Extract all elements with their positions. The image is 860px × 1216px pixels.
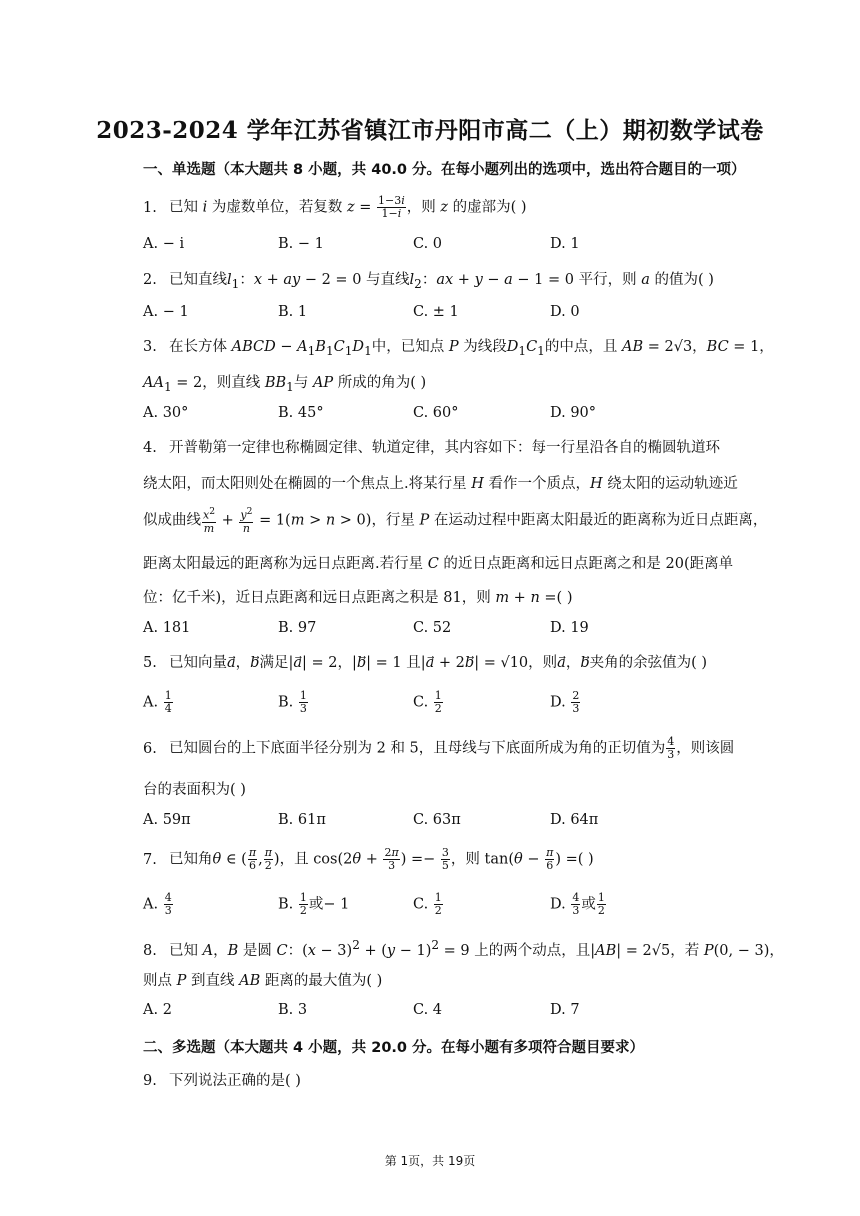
- page-title: 2023-2024 学年江苏省镇江市丹阳市高二（上）期初数学试卷: [96, 117, 764, 144]
- q7-option-a[interactable]: A. $\frac{4}{3}$: [143, 891, 172, 917]
- q4-option-a[interactable]: A. 181: [143, 620, 191, 636]
- question-8-cont: 则点 P 到直线 AB 距离的最大值为( ): [143, 973, 383, 989]
- question-4: 4. 开普勒第一定律也称椭圆定律、轨道定律，其内容如下：每一行星沿各自的椭圆轨道环: [143, 440, 720, 456]
- question-4-line2: 绕太阳，而太阳则处在椭圆的一个焦点上.将某行星 H 看作一个质点，H 绕太阳的运动轨迹近: [143, 476, 738, 492]
- q6-option-a[interactable]: A. 59π: [143, 812, 191, 828]
- q2-option-a[interactable]: A. − 1: [143, 304, 189, 320]
- section-heading-single-choice: 一、单选题（本大题共 8 小题，共 40.0 分。在每小题列出的选项中，选出符合题目的一项）: [143, 162, 746, 178]
- question-6-cont: 台的表面积为( ): [143, 782, 246, 798]
- question-3-cont: $AA_1 = 2$，则直线 $BB_1$与 AP 所成的角为( ): [143, 375, 427, 394]
- question-2: 2. 已知直线$l_1$：x + ay − 2 = 0 与直线$l_2$：ax + y − a − 1 = 0 平行，则 a 的值为( ): [143, 272, 714, 291]
- q6-option-c[interactable]: C. 63π: [413, 812, 461, 828]
- q7-option-c[interactable]: C. $\frac{1}{2}$: [413, 891, 442, 917]
- q3-option-c[interactable]: C. 60°: [413, 405, 459, 421]
- q7-option-d[interactable]: D. $\frac{4}{3}$ 或 $\frac{1}{2}$: [550, 891, 605, 917]
- q1-option-c[interactable]: C. 0: [413, 236, 443, 252]
- q5-option-a[interactable]: A. $\frac{1}{4}$: [143, 689, 172, 715]
- q4-option-d[interactable]: D. 19: [550, 620, 589, 636]
- q5-option-c[interactable]: C. $\frac{1}{2}$: [413, 689, 442, 715]
- question-4-line4: 距离太阳最远的距离称为远日点距离.若行星 C 的近日点距离和远日点距离之和是 20(距离单: [143, 556, 734, 572]
- question-4-line3: 似成曲线 $\frac{x^2}{m}$ + $\frac{y^2}{n}$ = 1(m > n > 0)，行星 P 在运动过程中距离太阳最近的距离称为近日点距离，: [143, 506, 768, 535]
- q8-option-d[interactable]: D. 7: [550, 1002, 580, 1018]
- q8-option-b[interactable]: B. 3: [278, 1002, 308, 1018]
- q6-option-b[interactable]: B. 61π: [278, 812, 326, 828]
- q2-option-d[interactable]: D. 0: [550, 304, 580, 320]
- q4-option-b[interactable]: B. 97: [278, 620, 317, 636]
- q7-option-b[interactable]: B. $\frac{1}{2}$ 或− 1: [278, 891, 350, 917]
- q8-option-c[interactable]: C. 4: [413, 1002, 443, 1018]
- question-3: 3. 在长方体 ABCD − $A_1B_1C_1D_1$中，已知点 P 为线段$D_1C_1$的中点，且 AB = 2√3，BC = 1，: [143, 339, 774, 358]
- q3-option-d[interactable]: D. 90°: [550, 405, 597, 421]
- q5-option-b[interactable]: B. $\frac{1}{3}$: [278, 689, 307, 715]
- q5-option-d[interactable]: D. $\frac{2}{3}$: [550, 689, 580, 715]
- question-1: 1. 已知 i 为虚数单位，若复数 z = $\frac{1-3i}{1-i}$ ，则 z 的虚部为( ): [143, 194, 527, 220]
- q1-option-a[interactable]: A. − i: [143, 236, 185, 252]
- q3-option-b[interactable]: B. 45°: [278, 405, 324, 421]
- question-7: 7. 已知角θ ∈ ( $\frac{\pi}{6}$ , $\frac{\pi}{2}$ )，且 cos(2θ + $\frac{2\pi}{3}$ ) =− $\frac{3}{5}$ ，则 tan(θ − $\frac{\pi}{6}$ ) =( ): [143, 846, 594, 872]
- question-5: 5. 已知向量a⃗，b⃗满足|a⃗| = 2，|b⃗| = 1 且|a⃗ + 2b⃗| = √10，则a⃗，b⃗夹角的余弦值为( ): [143, 655, 708, 671]
- q8-option-a[interactable]: A. 2: [143, 1002, 172, 1018]
- question-9: 9. 下列说法正确的是( ): [143, 1073, 301, 1089]
- question-8: 8. 已知 A，B 是圆 C：$(x - 3)^2 + (y - 1)^2 = 9$ 上的两个动点，且|AB| = 2√5，若 P(0, − 3)，: [143, 938, 784, 959]
- q4-option-c[interactable]: C. 52: [413, 620, 452, 636]
- section-heading-multi-choice: 二、多选题（本大题共 4 小题，共 20.0 分。在每小题有多项符合题目要求）: [143, 1040, 645, 1056]
- q1-option-d[interactable]: D. 1: [550, 236, 580, 252]
- page-footer: 第 1页，共 19页: [384, 1154, 476, 1168]
- q3-option-a[interactable]: A. 30°: [143, 405, 189, 421]
- q2-option-c[interactable]: C. ± 1: [413, 304, 459, 320]
- question-6: 6. 已知圆台的上下底面半径分别为 2 和 5，且母线与下底面所成为角的正切值为 $\frac{4}{3}$ ，则该圆: [143, 735, 735, 761]
- q6-option-d[interactable]: D. 64π: [550, 812, 599, 828]
- q2-option-b[interactable]: B. 1: [278, 304, 308, 320]
- q1-option-b[interactable]: B. − 1: [278, 236, 324, 252]
- question-4-line5: 位：亿千米)，近日点距离和远日点距离之积是 81，则 m + n =( ): [143, 590, 573, 606]
